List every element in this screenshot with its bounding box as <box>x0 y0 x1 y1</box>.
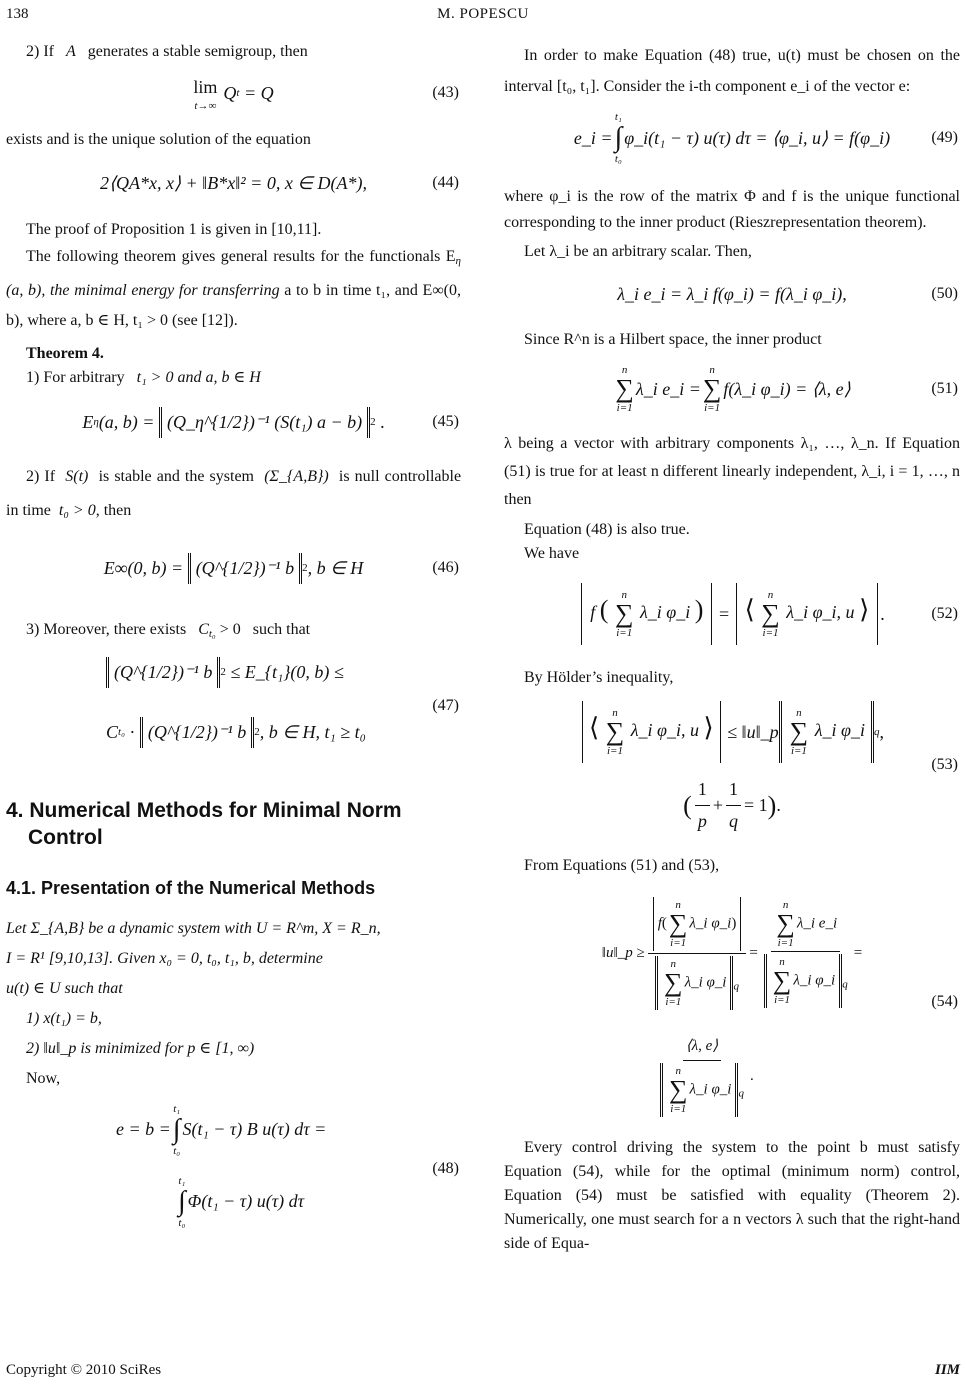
paragraph-exists: exists and is the unique solution of the equation <box>6 131 311 148</box>
journal-abbrev: IIM <box>934 1362 960 1378</box>
paragraph-in-order: In order to make Equation (48) true, u(t) must be chosen on the interval [t₀, t₁]. Consider the i-th component e_i of the vector e: <box>504 47 960 95</box>
paragraph-lambda: λ being a vector with arbitrary components λ₁, …, λ_n. If Equation (51) is true for at least n different linearly independent, λ_i, i = 1, …, n then <box>504 435 960 508</box>
equation-46: E∞(0, b) = (Q^{1/2})⁻¹ b 2 , b ∈ H (46) <box>6 528 461 608</box>
equation-number: (49) <box>931 129 958 146</box>
equation-number: (48) <box>432 1159 459 1177</box>
paragraph-let-lambda: Let λ_i be an arbitrary scalar. Then, <box>524 243 752 260</box>
equation-number: (43) <box>432 84 459 101</box>
equation-52: f ( n ∑ i=1 λ_i φ_i ) = ⟨ n ∑ i=1 λ_i φ_i, u ⟩ . (52) <box>504 566 960 662</box>
condition-item-1: 1) x(t₁) = b, <box>26 1009 102 1027</box>
equation-number: (47) <box>432 696 459 714</box>
paragraph-from: From Equations (51) and (53), <box>524 857 720 874</box>
right-column <box>504 38 960 1256</box>
section-4-heading: 4. Numerical Methods for Minimal Norm Control <box>6 798 402 849</box>
page-header <box>0 6 966 28</box>
paragraph-every-control: Every control driving the system to the point b must satisfy Equation (54), while for the optimal (minimum norm) control, Equation (54) must be satisfied with equality (Theorem 2). Numerically, one must search for a n vectors λ such that the right-hand side of Equa- <box>504 1139 960 1252</box>
equation-number: (54) <box>931 993 958 1010</box>
equation-49: e_i = t₁ ∫ t₀ φ_i(t₁ − τ) u(τ) dτ = ⟨φ_i, u⟩ = f(φ_i) (49) <box>573 111 958 165</box>
equation-number: (52) <box>931 605 958 622</box>
equation-number: (45) <box>432 413 459 430</box>
paragraph-we-have: We have <box>524 545 580 562</box>
equation-53: ⟨ n ∑ i=1 λ_i φ_i, u ⟩ ≤ ‖u‖_p n ∑ i=1 λ_i φ_i q , ( $\frac{1}{p}$ + $\frac{1}{q}$ = 1 ) . (53) <box>504 690 960 840</box>
equation-number: (46) <box>432 559 459 576</box>
paragraph-also: Equation (48) is also true. <box>524 521 690 538</box>
equation-number: (50) <box>931 285 958 302</box>
paragraph-if-a: 2) If A generates a stable semigroup, then <box>26 43 308 60</box>
equation-50: λ_i e_i = λ_i f(φ_i) = f(λ_i φ_i), (50) <box>504 264 960 324</box>
paragraph-arbitrary: 1) For arbitrary t₁ > 0 and a, b ∈ H <box>26 369 261 386</box>
equation-44: 2⟨QA*x, x⟩ + ‖B*x‖² = 0, x ∈ D(A*), (44) <box>6 152 461 214</box>
equation-47: (Q^{1/2})⁻¹ b 2 ≤ E_{t₁}(0, b) ≤ C t₀ · (Q^{1/2})⁻¹ b 2 , b ∈ H, t₁ ≥ t₀ (47) <box>6 643 461 769</box>
equation-number: (44) <box>432 174 459 191</box>
subsection-4-1-heading: 4.1. Presentation of the Numerical Methods <box>6 877 376 898</box>
paragraph-let: Let Σ_{A,B} be a dynamic system with U = R^m, X = R_n, I = R¹ [9,10,13]. Given x₀ = 0, t₀, t₁, b, determine u(t) ∈ U such that <box>6 919 381 997</box>
paragraph-where: where φ_i is the row of the matrix Φ and f is the unique functional corresponding to the inner product (Rieszrepresentation theorem). <box>504 188 960 231</box>
theorem-4-heading: Theorem 4. <box>26 345 104 362</box>
paragraph-stable: 2) If S(t) is stable and the system (Σ_{A,B}) is null controllable in time t₀ > 0, then <box>6 468 462 519</box>
equation-51: n ∑ i=1 λ_i e_i = n ∑ i=1 f(λ_i φ_i) = ⟨λ, e⟩ (51) <box>615 364 958 414</box>
equation-48: e = b = t₁ ∫ t₀ S(t₁ − τ) B u(τ) dτ = t₁ ∫ t₀ Φ(t₁ − τ) u(τ) dτ (48) <box>116 1102 459 1229</box>
paragraph-following: The following theorem gives general results for the functionals $E_\eta$ (a, b), the minimal energy for transferring a to b in time t₁, and E∞(0, b), where a, b ∈ H, t₁ > 0 (see [12]). <box>6 248 462 329</box>
paragraph-since: Since R^n is a Hilbert space, the inner product <box>524 331 822 348</box>
paragraph-proof: The proof of Proposition 1 is given in [10,11]. <box>26 221 322 238</box>
equation-number: (51) <box>931 380 958 397</box>
equation-number: (53) <box>931 756 958 773</box>
copyright-notice: Copyright © 2010 SciRes <box>6 1362 162 1378</box>
running-author: M. POPESCU <box>437 6 529 22</box>
paragraph-holder: By Hölder’s inequality, <box>524 669 674 686</box>
condition-item-2: 2) ‖u‖_p is minimized for p ∈ [1, ∞) <box>26 1039 255 1057</box>
paragraph-moreover: 3) Moreover, there exists $C_{t_0} > 0$ such that <box>26 621 311 640</box>
page-number: 138 <box>6 6 29 22</box>
left-column <box>6 38 461 1244</box>
paragraph-now: Now, <box>26 1069 61 1087</box>
equation-54: ‖u‖_p ≥ f( n ∑ i=1 λ_i φ_i) n ∑ i=1 λ_i φ_i $_q$ = n ∑ i=1 λ_i e_i n ∑ i=1 λ_i φ_i $_q$ = ⟨λ, e⟩ n ∑ i=1 λ_i φ_i $_q$ . (54) <box>601 898 958 1115</box>
equation-45: E η (a, b) = (Q_η^{1/2})⁻¹ (S(t₁) a − b) 2 . (45) <box>6 390 461 454</box>
equation-43: lim t→∞ Q t = Q (43) <box>193 77 459 112</box>
